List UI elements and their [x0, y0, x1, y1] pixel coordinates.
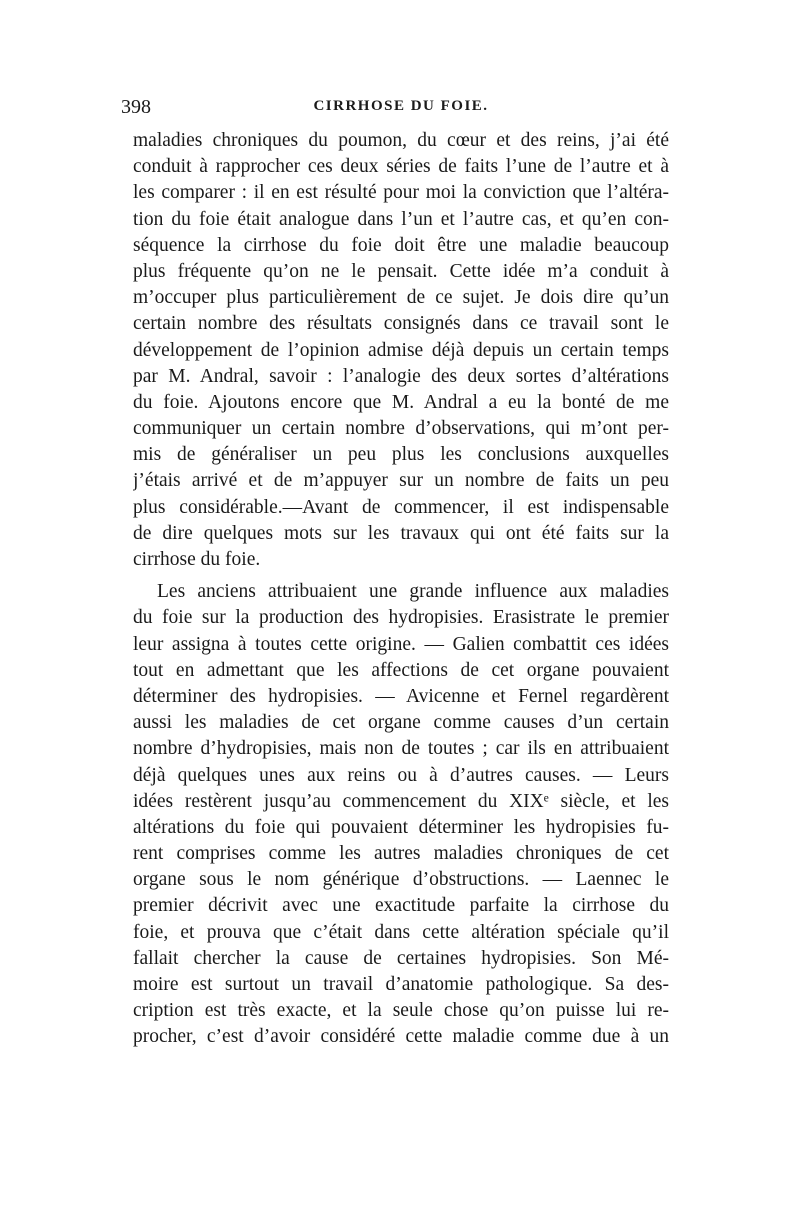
- text-line: mis de généraliser un peu plus les conclusions auxquelles: [133, 444, 669, 466]
- text-line: les comparer : il en est résulté pour moi la conviction que l’altéra-: [133, 182, 669, 204]
- text-line: organe sous le nom générique d’obstructions. — Laennec le: [133, 869, 669, 891]
- text-line: foie, et prouva que c’était dans cette altération spéciale qu’il: [133, 921, 669, 943]
- text-line: altérations du foie qui pouvaient déterminer les hydropisies fu-: [133, 816, 669, 838]
- paragraph-2: [133, 579, 669, 1050]
- text-line: du foie. Ajoutons encore que M. Andral a eu la bonté de me: [133, 391, 669, 413]
- text-line: procher, c’est d’avoir considéré cette maladie comme due à un: [133, 1026, 669, 1048]
- text-line: tout en admettant que les affections de cet organe pouvaient: [133, 659, 669, 681]
- text-line: idées restèrent jusqu’au commencement du XIXᵉ siècle, et les: [133, 790, 669, 812]
- text-line: fallait chercher la cause de certaines hydropisies. Son Mé-: [133, 947, 669, 969]
- text-line: cription est très exacte, et la seule chose qu’on puisse lui re-: [133, 1000, 669, 1022]
- text-line: séquence la cirrhose du foie doit être une maladie beaucoup: [133, 234, 669, 256]
- text-line: leur assigna à toutes cette origine. — Galien combattit ces idées: [133, 633, 669, 655]
- text-line: développement de l’opinion admise déjà depuis un certain temps: [133, 339, 669, 361]
- text-line: plus fréquente qu’on ne le pensait. Cette idée m’a conduit à: [133, 260, 669, 282]
- text-line: plus considérable.—Avant de commencer, il est indispensable: [133, 496, 669, 518]
- text-line: communiquer un certain nombre d’observations, qui m’ont per-: [133, 418, 669, 440]
- text-line: moire est surtout un travail d’anatomie pathologique. Sa des-: [133, 974, 669, 995]
- text-line: aussi les maladies de cet organe comme causes d’un certain: [133, 712, 669, 734]
- text-line: du foie sur la production des hydropisies. Erasistrate le premier: [133, 607, 669, 629]
- running-head: [121, 96, 669, 124]
- text-line: tion du foie était analogue dans l’un et l’autre cas, et qu’en con-: [133, 208, 669, 230]
- text-line: de dire quelques mots sur les travaux qui ont été faits sur la: [133, 522, 669, 544]
- text-line: cirrhose du foie.: [133, 549, 261, 570]
- text-line: premier décrivit avec une exactitude parfaite la cirrhose du: [133, 895, 669, 917]
- text-line: certain nombre des résultats consignés dans ce travail sont le: [133, 313, 669, 335]
- text-line: m’occuper plus particulièrement de ce sujet. Je dois dire qu’un: [133, 287, 669, 309]
- text-line: nombre d’hydropisies, mais non de toutes ; car ils en attribuaient: [133, 738, 669, 760]
- running-title: CIRRHOSE DU FOIE.: [313, 98, 489, 114]
- text-line: conduit à rapprocher ces deux séries de faits l’une de l’autre et à: [133, 156, 669, 178]
- text-line: déterminer des hydropisies. — Avicenne et Fernel regardèrent: [133, 685, 669, 707]
- text-line: par M. Andral, savoir : l’analogie des deux sortes d’altérations: [133, 365, 669, 387]
- text-line: rent comprises comme les autres maladies chroniques de cet: [133, 843, 669, 865]
- text-line: maladies chroniques du poumon, du cœur et des reins, j’ai été: [133, 130, 669, 151]
- book-page: [121, 96, 669, 1051]
- text-line: Les anciens attribuaient une grande influence aux maladies: [157, 581, 669, 603]
- text-line: déjà quelques unes aux reins ou à d’autres causes. — Leurs: [133, 764, 669, 786]
- body-text: [133, 128, 669, 1051]
- paragraph-1: [133, 128, 669, 573]
- text-line: j’étais arrivé et de m’appuyer sur un nombre de faits un peu: [133, 470, 669, 492]
- page-number: 398: [121, 96, 151, 118]
